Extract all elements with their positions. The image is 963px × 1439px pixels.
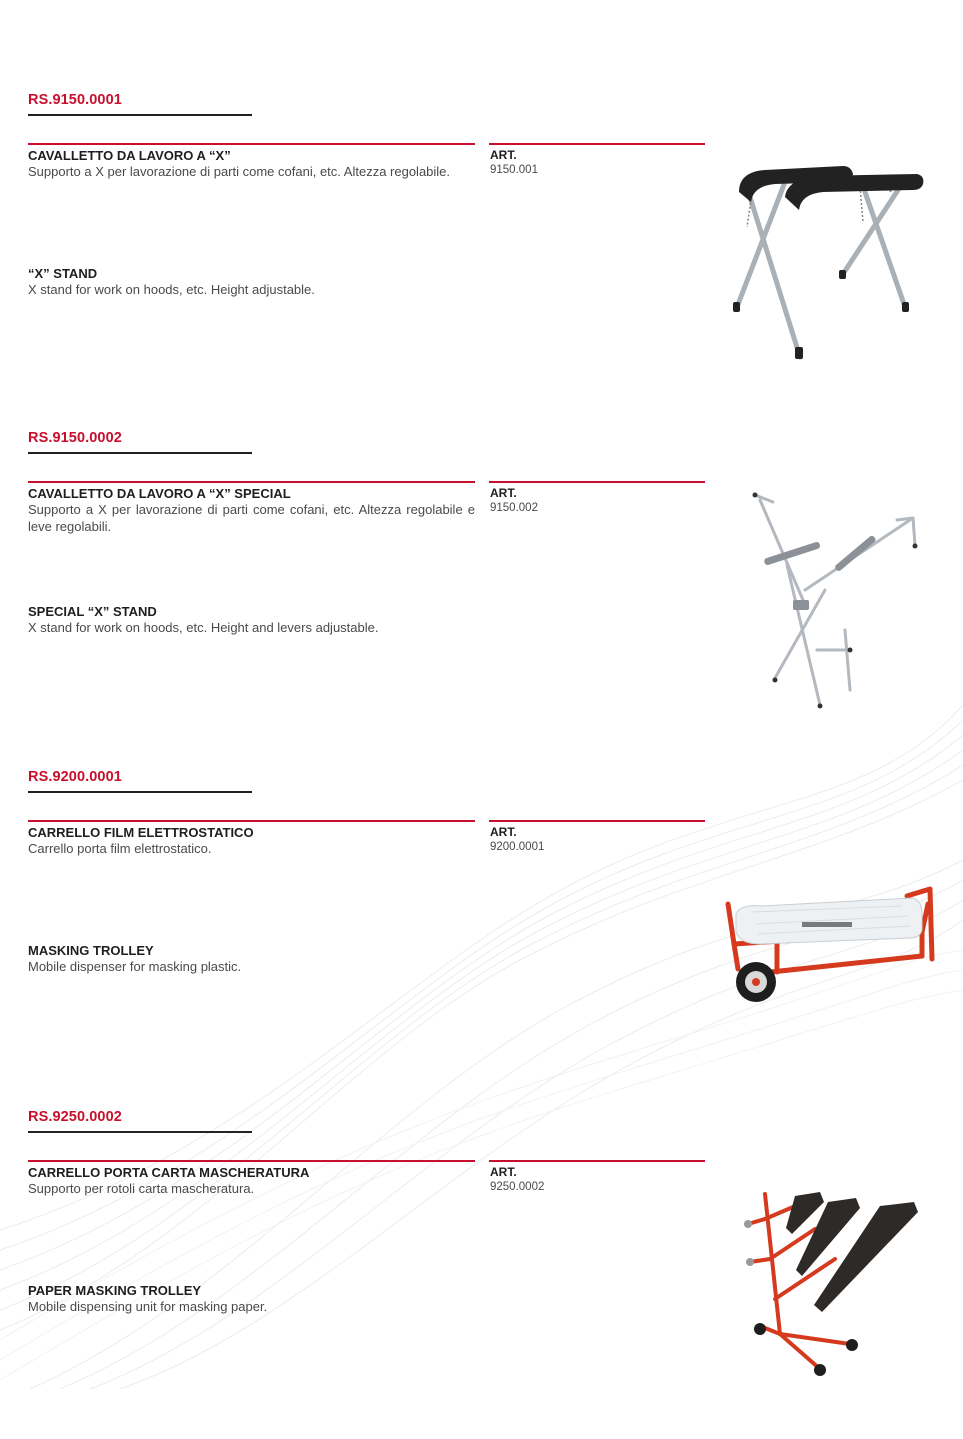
code-underline	[28, 1131, 252, 1133]
divider-right	[489, 143, 705, 145]
product-title-english: SPECIAL “X” STAND	[28, 604, 157, 619]
product-code: RS.9200.0001	[28, 769, 122, 785]
art-label: ART.	[490, 486, 517, 500]
masking-trolley-photo	[722, 884, 937, 1009]
divider-left	[28, 820, 475, 822]
product-title-italian: CAVALLETTO DA LAVORO A “X” SPECIAL	[28, 486, 291, 501]
divider-right	[489, 481, 705, 483]
art-number: 9150.002	[490, 502, 538, 514]
product-code: RS.9150.0001	[28, 92, 122, 108]
divider-left	[28, 1160, 475, 1162]
product-description-english: Mobile dispensing unit for masking paper.	[28, 1299, 268, 1314]
code-underline	[28, 791, 252, 793]
art-number: 9250.0002	[490, 1181, 545, 1193]
code-underline	[28, 114, 252, 116]
x-stand-photo	[725, 162, 930, 367]
divider-left	[28, 143, 475, 145]
product-title-english: MASKING TROLLEY	[28, 943, 154, 958]
special-x-stand-photo	[745, 490, 925, 715]
paper-masking-trolley-photo	[740, 1184, 925, 1384]
product-title-italian: CARRELLO FILM ELETTROSTATICO	[28, 825, 254, 840]
product-description-english: X stand for work on hoods, etc. Height and levers adjustable.	[28, 620, 379, 635]
product-description-italian: Supporto per rotoli carta mascheratura.	[28, 1181, 255, 1196]
product-title-italian: CARRELLO PORTA CARTA MASCHERATURA	[28, 1165, 310, 1180]
product-description-english: X stand for work on hoods, etc. Height adjustable.	[28, 282, 315, 297]
product-block-rs9250-0002	[0, 1109, 963, 1439]
art-label: ART.	[490, 148, 517, 162]
product-title-italian: CAVALLETTO DA LAVORO A “X”	[28, 148, 231, 163]
product-block-rs9150-0002	[0, 430, 963, 760]
product-block-rs9200-0001	[0, 769, 963, 1099]
product-block-rs9150-0001	[0, 92, 963, 422]
product-title-english: “X” STAND	[28, 266, 98, 281]
product-description-italian: Supporto a X per lavorazione di parti come cofani, etc. Altezza regolabile e leve regolabili.	[28, 502, 475, 534]
art-label: ART.	[490, 1165, 517, 1179]
product-description-italian: Carrello porta film elettrostatico.	[28, 841, 212, 856]
product-title-english: PAPER MASKING TROLLEY	[28, 1283, 202, 1298]
divider-right	[489, 820, 705, 822]
product-description-italian: Supporto a X per lavorazione di parti come cofani, etc. Altezza regolabile.	[28, 164, 451, 179]
art-label: ART.	[490, 825, 517, 839]
art-number: 9150.001	[490, 164, 538, 176]
code-underline	[28, 452, 252, 454]
product-code: RS.9250.0002	[28, 1109, 122, 1125]
product-description-english: Mobile dispenser for masking plastic.	[28, 959, 242, 974]
product-code: RS.9150.0002	[28, 430, 122, 446]
divider-right	[489, 1160, 705, 1162]
divider-left	[28, 481, 475, 483]
art-number: 9200.0001	[490, 841, 545, 853]
